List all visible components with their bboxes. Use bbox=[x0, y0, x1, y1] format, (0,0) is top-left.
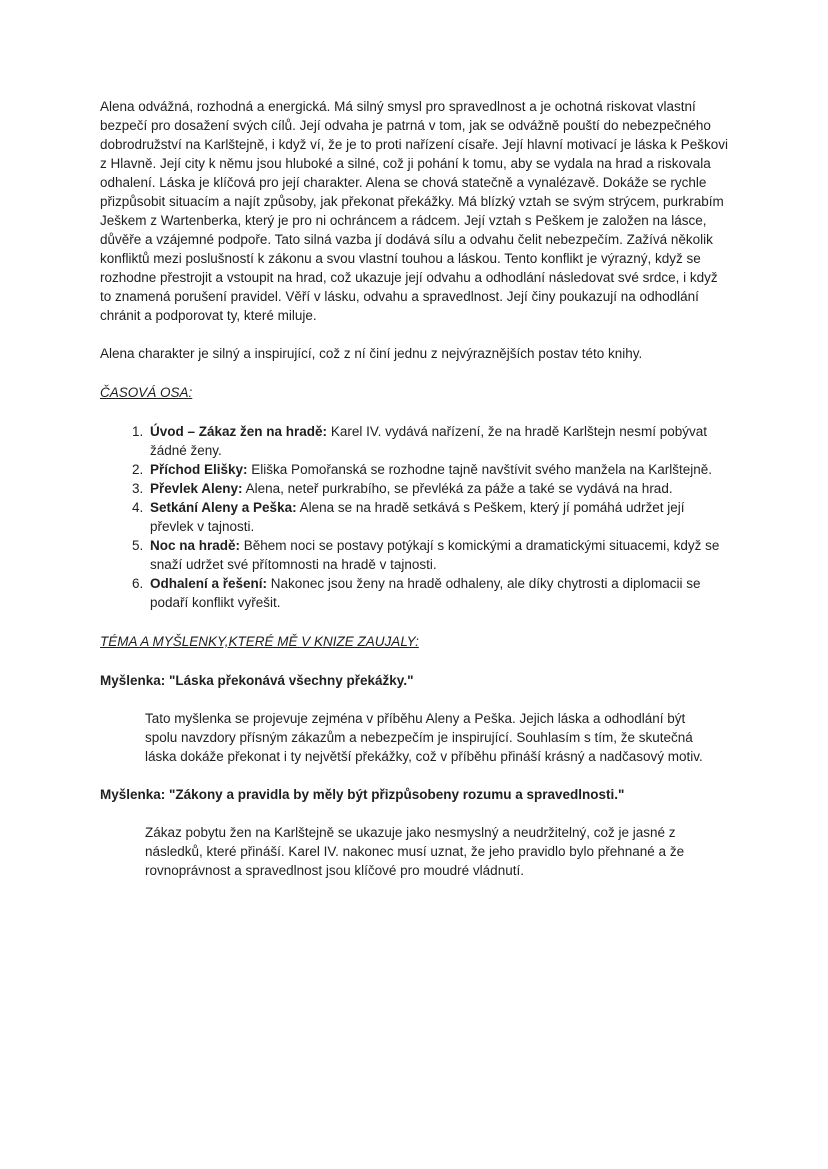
timeline-item-3 bbox=[147, 479, 730, 498]
timeline-item-1 bbox=[147, 422, 730, 460]
timeline-list bbox=[100, 422, 730, 612]
themes-heading: TÉMA A MYŠLENKY,KTERÉ MĚ V KNIZE ZAUJALY: bbox=[100, 634, 419, 649]
timeline-item-text: Karel IV. vydává nařízení, že na hradě Karlštejn nesmí pobývat žádné ženy. bbox=[150, 424, 708, 458]
character-summary-paragraph: Alena charakter je silný a inspirující, což z ní činí jednu z nejvýraznějších postav této knihy. bbox=[100, 346, 643, 361]
timeline-item-4 bbox=[147, 498, 730, 536]
timeline-item-6 bbox=[147, 574, 730, 612]
timeline-item-text: Alena se na hradě setkává s Peškem, který jí pomáhá udržet její převlek v tajnosti. bbox=[150, 500, 685, 534]
theme-1-body: Tato myšlenka se projevuje zejména v příběhu Aleny a Peška. Jejich láska a odhodlání být spolu navzdory přísným zákazům a nebezpečím je inspirující. Souhlasím s tím, že skutečná láska dokáže překonat i ty největší překážky, což v příběhu přináší krásný a nadčasový motiv. bbox=[145, 711, 703, 764]
timeline-heading: ČASOVÁ OSA: bbox=[100, 385, 193, 400]
timeline-item-title: Úvod – Zákaz žen na hradě: bbox=[150, 424, 328, 439]
timeline-item-title: Noc na hradě: bbox=[150, 538, 241, 553]
timeline-item-text: Alena, neteř purkrabího, se převléká za páže a také se vydává na hrad. bbox=[242, 481, 673, 496]
timeline-item-2 bbox=[147, 460, 730, 479]
timeline-item-text: Nakonec jsou ženy na hradě odhaleny, ale díky chytrosti a diplomacii se podaří konflikt vyřešit. bbox=[150, 576, 701, 610]
timeline-item-5 bbox=[147, 536, 730, 574]
theme-2-body: Zákaz pobytu žen na Karlštejně se ukazuje jako nesmyslný a neudržitelný, což je jasné z následků, které přináší. Karel IV. nakonec musí uznat, že jeho pravidlo bylo přehnané a že rovnoprávnost a spravedlnost jsou klíčové pro moudré vládnutí. bbox=[145, 825, 685, 878]
timeline-item-text: Eliška Pomořanská se rozhodne tajně navštívit svého manžela na Karlštejně. bbox=[247, 462, 713, 477]
character-analysis-paragraph: Alena odvážná, rozhodná a energická. Má silný smysl pro spravedlnost a je ochotná riskovat vlastní bezpečí pro dosažení svých cílů. Její odvaha je patrná v tom, jak se odvážně pouští do nebezpečného dobrodružství na Karlštejně, i když ví, že je to proti nařízení císaře. Její hlavní motivací je láska k Peškovi z Hlavně. Její city k němu jsou hluboké a silné, což ji pohání k tomu, aby se vydala na hrad a riskovala odhalení. Láska je klíčová pro její charakter. Alena se chová statečně a vynalézavě. Dokáže se rychle přizpůsobit situacím a najít způsoby, jak překonat překážky. Má blízký vztah se svým strýcem, purkrabím Ješkem z Wartenberka, který je pro ni ochráncem a rádcem. Její vztah s Peškem je založen na lásce, důvěře a vzájemné podpoře. Tato silná vazba jí dodává sílu a odvahu čelit nebezpečím. Zažívá několik konfliktů mezi poslušností k zákonu a svou vlastní touhou a láskou. Tento konflikt je výrazný, když se rozhodne přestrojit a vstoupit na hrad, což ukazuje její odvahu a odhodlání následovat své srdce, i když to znamená porušení pravidel. Věří v lásku, odvahu a spravedlnost. Její činy poukazují na odhodlání chránit a podporovat ty, které miluje. bbox=[100, 99, 729, 323]
theme-1-title: Myšlenka: "Láska překonává všechny překážky." bbox=[100, 673, 414, 688]
timeline-item-title: Převlek Aleny: bbox=[150, 481, 243, 496]
theme-2-title: Myšlenka: "Zákony a pravidla by měly být přizpůsobeny rozumu a spravedlnosti." bbox=[100, 787, 625, 802]
timeline-item-title: Setkání Aleny a Peška: bbox=[150, 500, 297, 515]
timeline-item-text: Během noci se postavy potýkají s komickými a dramatickými situacemi, když se snaží udržet své přítomnosti na hradě v tajnosti. bbox=[150, 538, 720, 572]
timeline-item-title: Odhalení a řešení: bbox=[150, 576, 268, 591]
timeline-item-title: Příchod Elišky: bbox=[150, 462, 248, 477]
